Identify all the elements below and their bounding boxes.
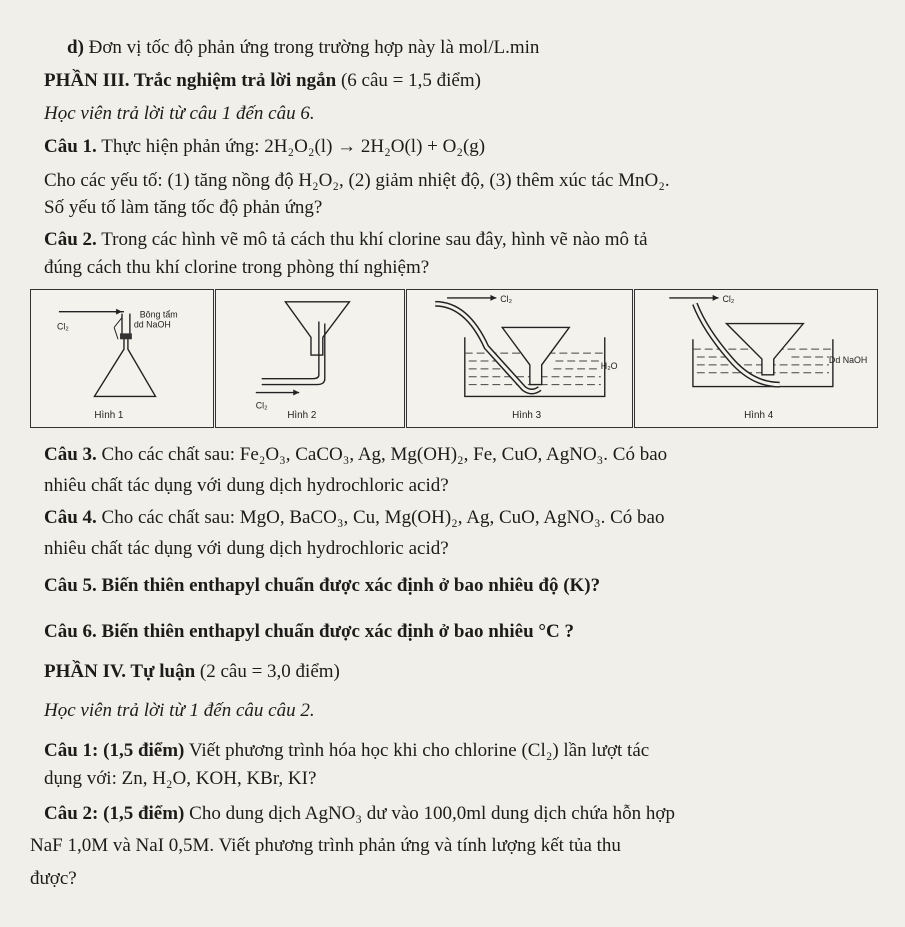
- fig3-water-label: H₂O: [600, 360, 618, 371]
- q3-4-line1: [44, 507, 664, 529]
- fig3-caption: Hình 3: [512, 410, 542, 422]
- figure-3: [406, 289, 633, 428]
- question-text: Cho dung dịch AgNO₃ dư vào 100,0ml dung dịch chứa hỗn hợp: [189, 803, 675, 824]
- part4-instruction: Học viên trả lời từ 1 đến câu câu 2.: [44, 700, 315, 721]
- item-label: d): [67, 37, 84, 58]
- q3-6: [44, 621, 574, 643]
- fig1-caption: Hình 1: [94, 410, 124, 422]
- question-label: Câu 5.: [44, 575, 97, 596]
- question-label: Câu 4.: [44, 507, 97, 528]
- fig1-cotton-label: Bông tẩm: [139, 309, 178, 320]
- question-label: Câu 2.: [44, 229, 97, 250]
- q4-1-line2: dụng với: Zn, H₂O, KOH, KBr, KI?: [44, 768, 317, 789]
- figure-4: [634, 289, 878, 428]
- q3-1-line2: Cho các yếu tố: (1) tăng nồng độ H₂O₂, (2) giảm nhiệt độ, (3) thêm xúc tác MnO₂.: [44, 170, 670, 191]
- question-text: Cho các chất sau: MgO, BaCO₃, Cu, Mg(OH)₂, Ag, CuO, AgNO₃. Có bao: [101, 507, 665, 528]
- q4-2-line3: được?: [30, 868, 77, 889]
- fig1-naoh-label: dd NaOH: [133, 319, 171, 330]
- section-score: (6 câu = 1,5 điểm): [340, 70, 481, 91]
- question-text: Cho các chất sau: Fe₂O₃, CaCO₃, Ag, Mg(OH)₂, Fe, CuO, AgNO₃. Có bao: [101, 444, 668, 465]
- q3-1-line1: [44, 136, 485, 158]
- q4-2-line2: NaF 1,0M và NaI 0,5M. Viết phương trình phản ứng và tính lượng kết tủa thu: [30, 835, 621, 856]
- item-text: Đơn vị tốc độ phản ứng trong trường hợp này là mol/L.min: [88, 37, 540, 58]
- part2-item-d: [67, 37, 539, 59]
- question-text: Viết phương trình hóa học khi cho chlorine (Cl₂) lần lượt tác: [188, 740, 650, 761]
- question-text: Biến thiên enthapyl chuẩn được xác định ở bao nhiêu độ (K)?: [101, 575, 601, 596]
- q3-2-line1: [44, 229, 648, 251]
- fig2-caption: Hình 2: [287, 410, 317, 422]
- fig4-caption: Hình 4: [744, 410, 774, 422]
- section-score: (2 câu = 3,0 điểm): [199, 661, 340, 682]
- q3-3-line1: [44, 444, 667, 466]
- q4-1-line1: [44, 740, 649, 762]
- question-text: Thực hiện phản ứng: 2H₂O₂(l) → 2H₂O(l) + O₂(g): [101, 136, 486, 157]
- fig1-gas-label: Cl₂: [56, 321, 69, 332]
- question-label: Câu 1: (1,5 điểm): [44, 740, 185, 761]
- q3-3-line2: nhiêu chất tác dụng với dung dịch hydrochloric acid?: [44, 475, 449, 496]
- figure-1: [30, 289, 214, 428]
- q3-5: [44, 575, 600, 597]
- q3-2-line2: đúng cách thu khí clorine trong phòng thí nghiệm?: [44, 257, 430, 278]
- section-title: PHẦN III. Trắc nghiệm trả lời ngắn: [44, 70, 337, 91]
- q3-1-line3: Số yếu tố làm tăng tốc độ phản ứng?: [44, 197, 323, 218]
- fig2-gas-label: Cl₂: [255, 400, 268, 411]
- q4-2-line1: [44, 803, 675, 825]
- q3-4-line2: nhiêu chất tác dụng với dung dịch hydrochloric acid?: [44, 538, 449, 559]
- clorine-figures: [30, 289, 878, 428]
- question-label: Câu 3.: [44, 444, 97, 465]
- fig3-gas-label: Cl₂: [500, 293, 513, 304]
- question-text: Biến thiên enthapyl chuẩn được xác định ở bao nhiêu °C ?: [101, 621, 574, 642]
- part4-heading: [44, 661, 340, 683]
- part3-instruction: Học viên trả lời từ câu 1 đến câu 6.: [44, 103, 315, 124]
- question-label: Câu 1.: [44, 136, 97, 157]
- question-label: Câu 6.: [44, 621, 97, 642]
- fig4-naoh-label: Dd NaOH: [828, 354, 868, 365]
- question-label: Câu 2: (1,5 điểm): [44, 803, 185, 824]
- fig4-gas-label: Cl₂: [722, 293, 735, 304]
- question-text: Trong các hình vẽ mô tả cách thu khí clorine sau đây, hình vẽ nào mô tả: [101, 229, 648, 250]
- section-title: PHẦN IV. Tự luận: [44, 661, 196, 682]
- figure-2: [215, 289, 405, 428]
- part3-heading: [44, 70, 481, 92]
